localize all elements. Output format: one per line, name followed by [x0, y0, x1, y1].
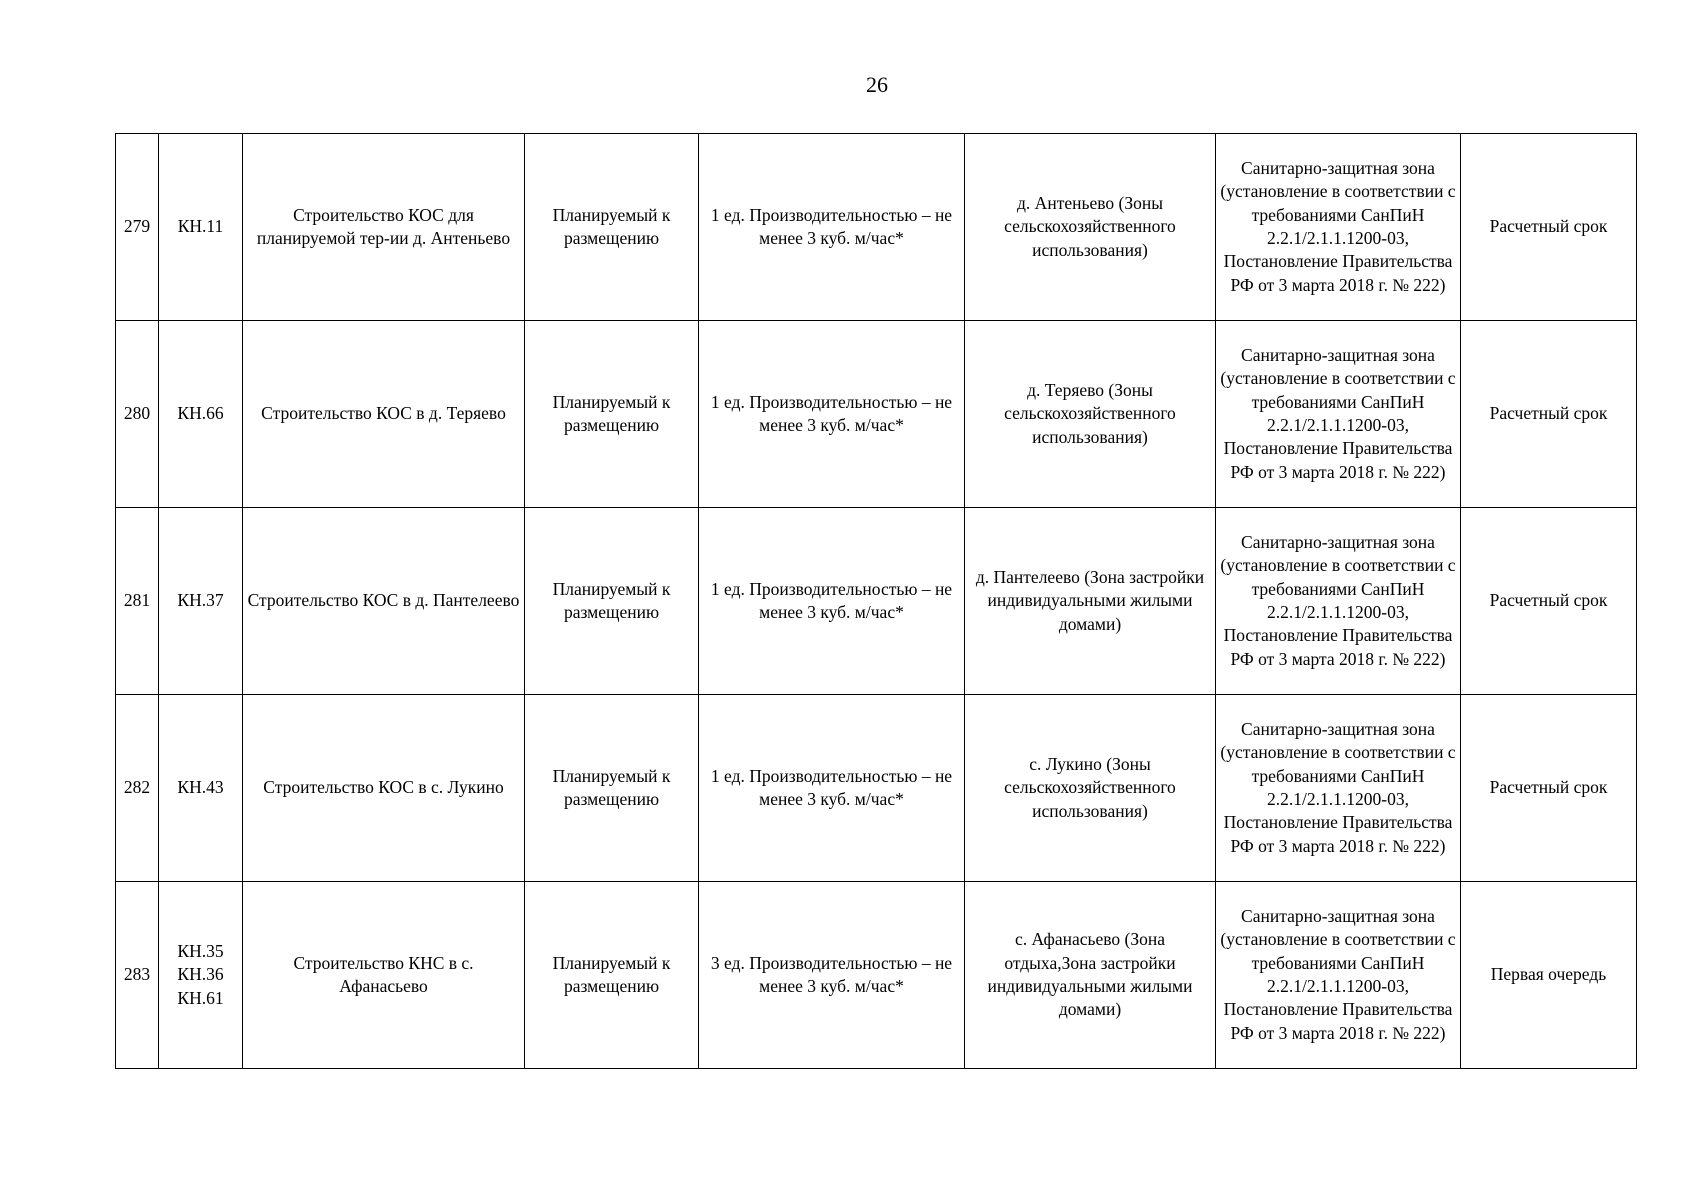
term-cell: Первая очередь	[1461, 882, 1637, 1069]
object-name-cell: Строительство КОС в с. Лукино	[243, 695, 525, 882]
object-code-cell	[159, 321, 243, 508]
zone-cell: Санитарно-защитная зона (установление в соответствии с требованиями СанПиН 2.2.1/2.1.1.1200-03, Постановление Правительства РФ от 3 марта 2018 г. № 222)	[1216, 321, 1461, 508]
term-cell: Расчетный срок	[1461, 508, 1637, 695]
table-row	[116, 321, 1637, 508]
term-cell: Расчетный срок	[1461, 134, 1637, 321]
object-name-cell: Строительство КНС в с. Афанасьево	[243, 882, 525, 1069]
capacity-cell: 1 ед. Производительностью – не менее 3 куб. м/час*	[699, 695, 965, 882]
object-code: КН.61	[177, 987, 224, 1008]
location-cell: с. Лукино (Зоны сельскохозяйственного использования)	[965, 695, 1216, 882]
table-row	[116, 695, 1637, 882]
objects-table	[115, 133, 1637, 1069]
object-code: КН.43	[177, 777, 224, 798]
row-number-cell: 283	[116, 882, 159, 1069]
zone-cell: Санитарно-защитная зона (установление в соответствии с требованиями СанПиН 2.2.1/2.1.1.1200-03, Постановление Правительства РФ от 3 марта 2018 г. № 222)	[1216, 882, 1461, 1069]
object-code-cell	[159, 882, 243, 1069]
table-body	[116, 134, 1637, 1069]
status-cell: Планируемый к размещению	[525, 882, 699, 1069]
table-row	[116, 508, 1637, 695]
object-code: КН.37	[177, 590, 224, 611]
object-name-cell: Строительство КОС в д. Пантелеево	[243, 508, 525, 695]
row-number-cell: 281	[116, 508, 159, 695]
page-number: 26	[866, 72, 888, 97]
term-cell: Расчетный срок	[1461, 695, 1637, 882]
capacity-cell: 3 ед. Производительностью – не менее 3 куб. м/час*	[699, 882, 965, 1069]
row-number-cell: 282	[116, 695, 159, 882]
object-code-cell	[159, 695, 243, 882]
term-cell: Расчетный срок	[1461, 321, 1637, 508]
zone-cell: Санитарно-защитная зона (установление в соответствии с требованиями СанПиН 2.2.1/2.1.1.1200-03, Постановление Правительства РФ от 3 марта 2018 г. № 222)	[1216, 508, 1461, 695]
object-code: КН.36	[177, 964, 224, 985]
row-number-cell: 279	[116, 134, 159, 321]
location-cell: д. Пантелеево (Зона застройки индивидуальными жилыми домами)	[965, 508, 1216, 695]
object-code: КН.66	[177, 403, 224, 424]
object-code-cell	[159, 508, 243, 695]
object-code: КН.35	[177, 941, 224, 962]
location-cell: д. Теряево (Зоны сельскохозяйственного использования)	[965, 321, 1216, 508]
zone-cell: Санитарно-защитная зона (установление в соответствии с требованиями СанПиН 2.2.1/2.1.1.1200-03, Постановление Правительства РФ от 3 марта 2018 г. № 222)	[1216, 134, 1461, 321]
row-number-cell: 280	[116, 321, 159, 508]
status-cell: Планируемый к размещению	[525, 695, 699, 882]
location-cell: с. Афанасьево (Зона отдыха,Зона застройки индивидуальными жилыми домами)	[965, 882, 1216, 1069]
object-name-cell: Строительство КОС для планируемой тер-ии д. Антеньево	[243, 134, 525, 321]
status-cell: Планируемый к размещению	[525, 508, 699, 695]
status-cell: Планируемый к размещению	[525, 134, 699, 321]
table-row	[116, 134, 1637, 321]
object-code-cell	[159, 134, 243, 321]
capacity-cell: 1 ед. Производительностью – не менее 3 куб. м/час*	[699, 134, 965, 321]
capacity-cell: 1 ед. Производительностью – не менее 3 куб. м/час*	[699, 321, 965, 508]
zone-cell: Санитарно-защитная зона (установление в соответствии с требованиями СанПиН 2.2.1/2.1.1.1200-03, Постановление Правительства РФ от 3 марта 2018 г. № 222)	[1216, 695, 1461, 882]
capacity-cell: 1 ед. Производительностью – не менее 3 куб. м/час*	[699, 508, 965, 695]
object-name-cell: Строительство КОС в д. Теряево	[243, 321, 525, 508]
location-cell: д. Антеньево (Зоны сельскохозяйственного использования)	[965, 134, 1216, 321]
status-cell: Планируемый к размещению	[525, 321, 699, 508]
object-code: КН.11	[177, 216, 224, 237]
table-row	[116, 882, 1637, 1069]
